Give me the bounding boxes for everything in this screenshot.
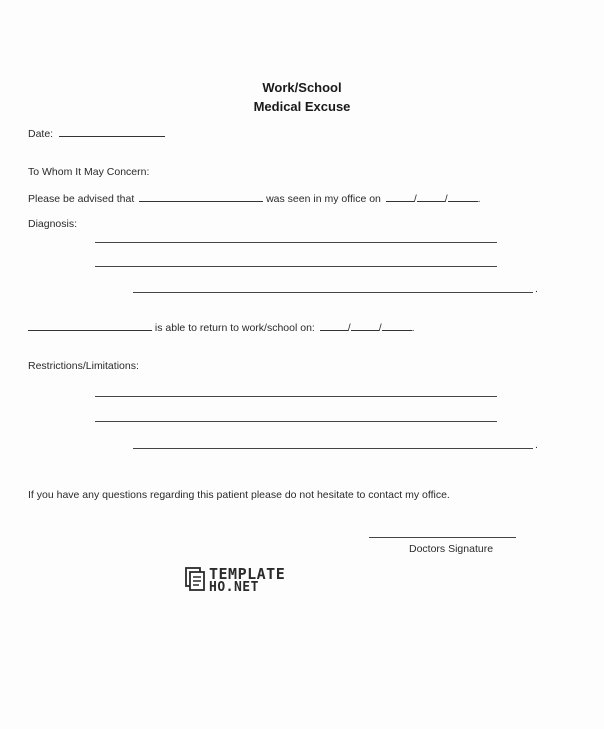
salutation: To Whom It May Concern: — [28, 166, 150, 178]
return-name-blank[interactable] — [28, 321, 152, 331]
date-slash: / — [347, 322, 351, 334]
diagnosis-line-2[interactable] — [95, 266, 497, 267]
date-blank[interactable] — [59, 127, 165, 137]
period: . — [411, 322, 415, 334]
document-title-line2: Medical Excuse — [253, 99, 351, 114]
date-row — [28, 127, 165, 140]
visit-day-blank[interactable] — [417, 192, 445, 202]
signature-line[interactable] — [369, 537, 516, 538]
return-text: is able to return to work/school on: — [154, 322, 315, 334]
date-slash: / — [413, 193, 417, 205]
advised-middle: was seen in my office on — [266, 193, 381, 205]
diagnosis-line-3[interactable] — [133, 292, 533, 293]
return-day-blank[interactable] — [351, 321, 379, 331]
return-month-blank[interactable] — [320, 321, 348, 331]
advised-row — [28, 192, 481, 205]
document-title-line1: Work/School — [262, 80, 342, 95]
restrictions-line-2[interactable] — [95, 421, 497, 422]
document-icon — [185, 567, 205, 591]
date-slash: / — [444, 193, 448, 205]
restrictions-period: . — [535, 439, 538, 451]
date-label: Date: — [28, 128, 54, 140]
signature-label: Doctors Signature — [409, 543, 494, 555]
patient-name-blank[interactable] — [139, 192, 263, 202]
return-year-blank[interactable] — [382, 321, 412, 331]
logo-text-template: TEMPLATE — [209, 565, 286, 583]
diagnosis-period: . — [535, 283, 538, 295]
diagnosis-line-1[interactable] — [95, 242, 497, 243]
restrictions-label: Restrictions/Limitations: — [28, 360, 139, 372]
period: . — [477, 193, 481, 205]
advised-prefix: Please be advised that — [28, 193, 135, 205]
restrictions-line-1[interactable] — [95, 396, 497, 397]
visit-year-blank[interactable] — [448, 192, 478, 202]
templatehq-logo — [185, 565, 305, 595]
return-row — [28, 321, 415, 334]
closing-text: If you have any questions regarding this patient please do not hesitate to contact my office. — [28, 489, 450, 501]
restrictions-line-3[interactable] — [133, 448, 533, 449]
visit-month-blank[interactable] — [386, 192, 414, 202]
diagnosis-label: Diagnosis: — [28, 218, 78, 230]
date-slash: / — [378, 322, 382, 334]
logo-text-domain: HO.NET — [209, 580, 259, 595]
